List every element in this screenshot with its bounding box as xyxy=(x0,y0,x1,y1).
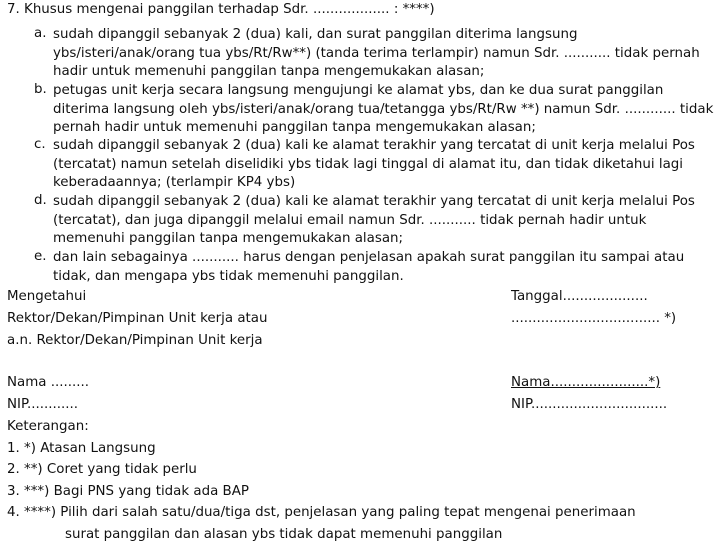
item-letter: e. xyxy=(34,249,47,264)
right-nama-field: Nama.......................*) xyxy=(511,372,667,394)
list-item-d xyxy=(34,193,714,249)
left-nip-field: NIP............ xyxy=(7,394,89,416)
signer-title-line2: a.n. Rektor/Dekan/Pimpinan Unit kerja xyxy=(7,330,268,352)
item-text: petugas unit kerja secara langsung mengujungi ke alamat ybs, dan ke dua surat panggilan diterima langsung oleh ybs/isteri/anak/orang tua/tetangga ybs/Rt/Rw **) namun Sdr. ............ tidak pernah hadir untuk memenuhi panggilan tanpa mengemukakan alasan; xyxy=(53,82,714,138)
section-heading: 7. Khusus mengenai panggilan terhadap Sdr. .................. : ****) xyxy=(7,2,435,17)
right-nip-field: NIP................................ xyxy=(511,394,667,416)
note-line-2: 2. **) Coret yang tidak perlu xyxy=(7,459,636,481)
item-text: sudah dipanggil sebanyak 2 (dua) kali ke alamat terakhir yang tercatat di unit kerja melalui Pos (tercatat) namun setelah diselidiki ybs tidak lagi tinggal di alamat itu, dan tidak diketahui lagi keberadaannya; (terlampir KP4 ybs) xyxy=(53,137,714,193)
item-text: dan lain sebagainya ........... harus dengan penjelasan apakah surat panggilan itu sampai atau tidak, dan mengapa ybs tidak memenuhi panggilan. xyxy=(53,249,714,286)
item-text: sudah dipanggil sebanyak 2 (dua) kali ke alamat terakhir yang tercatat di unit kerja melalui Pos (tercatat), dan juga dipanggil melalui email namun Sdr. ........... tidak pernah hadir untuk memenuhi panggilan tanpa mengemukakan alasan; xyxy=(53,193,714,249)
left-nama-field: Nama ......... xyxy=(7,372,89,394)
item-letter: b. xyxy=(34,82,47,97)
note-line-4-continued: surat panggilan dan alasan ybs tidak dapat memenuhi panggilan xyxy=(7,524,636,545)
left-signature-block xyxy=(7,286,268,352)
notes-block xyxy=(7,416,636,545)
list-item-a xyxy=(34,26,714,82)
list-item-c xyxy=(34,137,714,193)
note-line-4: 4. ****) Pilih dari salah satu/dua/tiga dst, penjelasan yang paling tepat mengenai penerimaan xyxy=(7,502,636,524)
right-name-block xyxy=(511,372,667,416)
right-date-block xyxy=(511,286,676,330)
note-line-1: 1. *) Atasan Langsung xyxy=(7,438,636,460)
item-letter: d. xyxy=(34,193,47,208)
item-letter: c. xyxy=(34,137,46,152)
left-name-block xyxy=(7,372,89,416)
tanggal-field: Tanggal.................... xyxy=(511,286,676,308)
notes-title: Keterangan: xyxy=(7,416,636,438)
signer-title-line1: Rektor/Dekan/Pimpinan Unit kerja atau xyxy=(7,308,268,330)
right-dots-line: ................................... *) xyxy=(511,308,676,330)
mengetahui-label: Mengetahui xyxy=(7,286,268,308)
list-item-e xyxy=(34,249,714,286)
note-line-3: 3. ***) Bagi PNS yang tidak ada BAP xyxy=(7,481,636,503)
item-text: sudah dipanggil sebanyak 2 (dua) kali, dan surat panggilan diterima langsung ybs/isteri/anak/orang tua ybs/Rt/Rw**) (tanda terima terlampir) namun Sdr. ........... tidak pernah hadir untuk memenuhi panggilan tanpa mengemukakan alasan; xyxy=(53,26,714,82)
list-item-b xyxy=(34,82,714,138)
item-letter: a. xyxy=(34,26,46,41)
